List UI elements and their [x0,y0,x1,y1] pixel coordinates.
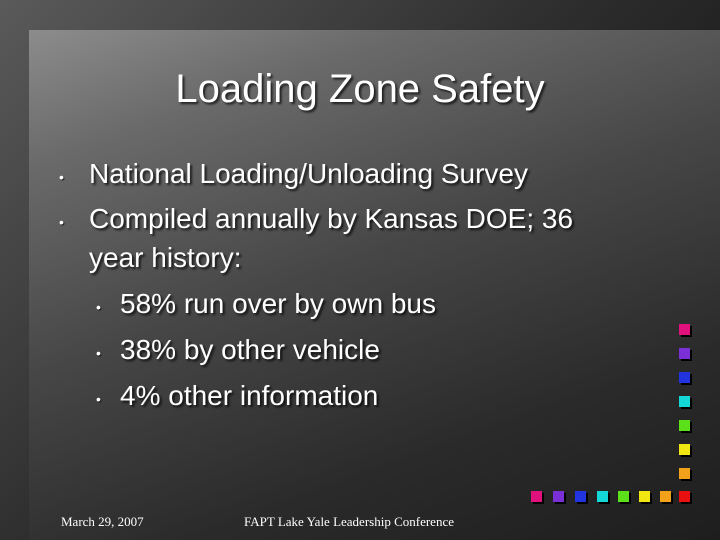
decor-square [679,491,690,502]
decor-square [597,491,608,502]
decor-square [679,444,690,455]
sub-bullet-icon: • [96,345,101,361]
footer-conference: FAPT Lake Yale Leadership Conference [244,514,454,529]
decor-square [553,491,564,502]
bullet-icon: • [59,214,64,230]
sub-bullet-item: 38% by other vehicle [120,334,380,365]
decor-square [575,491,586,502]
decor-square [679,396,690,407]
decor-square [660,491,671,502]
slide-title: Loading Zone Safety [175,67,545,111]
sub-bullet-icon: • [96,299,101,315]
bullet-item: National Loading/Unloading Survey [89,158,528,189]
decor-square [679,420,690,431]
decor-square [639,491,650,502]
sub-bullet-item: 4% other information [120,380,379,411]
bullet-icon: • [59,169,64,185]
footer-date: March 29, 2007 [61,514,144,529]
decor-square [618,491,629,502]
sub-bullet-item: 58% run over by own bus [120,288,436,319]
decor-square [679,348,690,359]
sub-bullet-icon: • [96,391,101,407]
decor-square [531,491,542,502]
decor-square [679,324,690,335]
decor-square [679,468,690,479]
decor-square [679,372,690,383]
bullet-item-line: year history: [89,242,242,273]
bullet-item-line: Compiled annually by Kansas DOE; 36 [89,203,574,234]
